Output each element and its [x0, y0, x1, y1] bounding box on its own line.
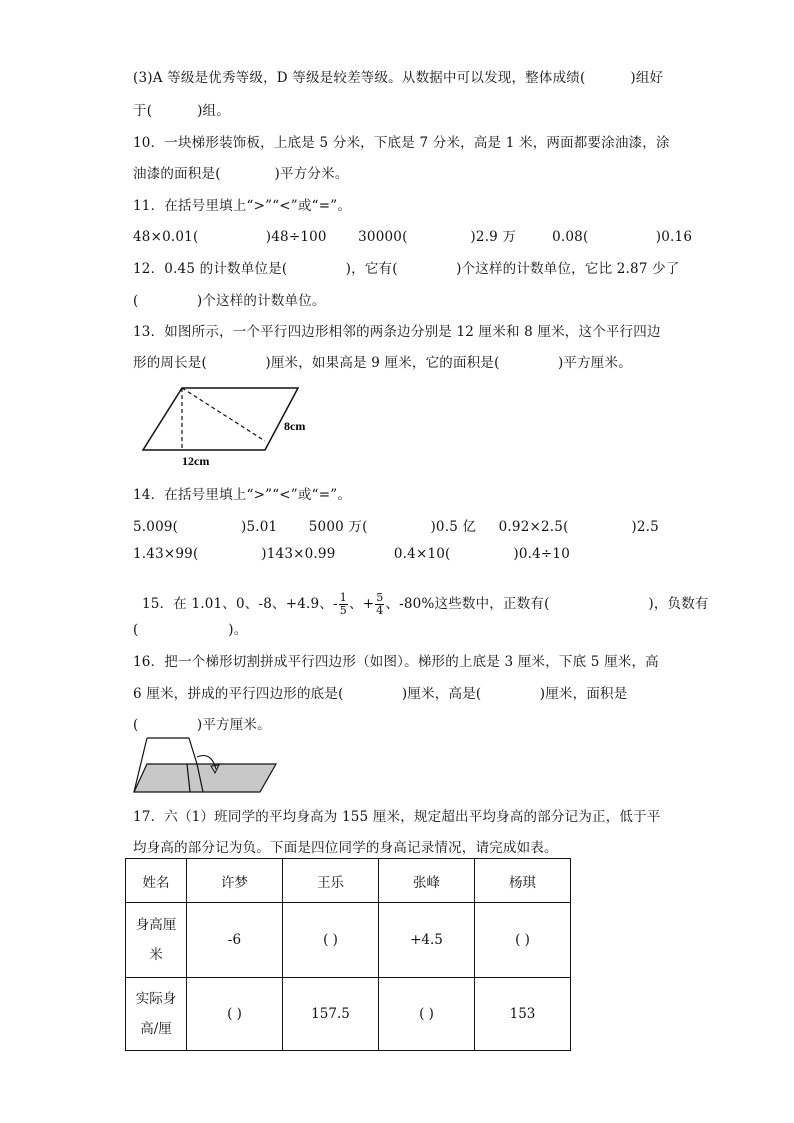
q16-line2: 6 厘米，拼成的平行四边形的底是( )厘米，高是( )厘米，面积是	[133, 686, 628, 702]
q10-line1: 10．一块梯形装饰板，上底是 5 分米，下底是 7 分米，高是 1 米，两面都要涂油漆，涂	[133, 135, 670, 151]
parallelogram-figure	[138, 381, 338, 471]
q11-prompt: 11．在括号里填上“>”“<”或“=”。	[133, 198, 352, 214]
table-row	[126, 978, 571, 1051]
q9-3-line1: (3)A 等级是优秀等级，D 等级是较差等级。从数据中可以发现，整体成绩( )组好	[133, 70, 664, 86]
q14-items-row1: 5.009( )5.01 5000 万( )0.5 亿 0.92×2.5( )2.5	[133, 519, 659, 535]
table-header-row	[126, 859, 571, 903]
q15-mid: 、+	[349, 596, 375, 612]
table-header-cell: 姓名	[126, 859, 187, 903]
q11-items: 48×0.01( )48÷100 30000( )2.9 万 0.08( )0.16	[133, 229, 693, 245]
q16-line3: ( )平方厘米。	[133, 717, 271, 733]
q13-line2: 形的周长是( )厘米，如果高是 9 厘米，它的面积是( )平方厘米。	[133, 355, 632, 371]
base-label-12cm: 12cm	[182, 454, 210, 468]
q15-prefix: 15．在 1.01、0、-8、+4.9、-	[141, 596, 338, 612]
table-cell: -6	[187, 903, 283, 978]
q17-line1: 17．六（1）班同学的平均身高为 155 厘米，规定超出平均身高的部分记为正，低于平	[133, 809, 661, 825]
q15-line2: ( )。	[133, 622, 248, 638]
table-cell-blank[interactable]: ( )	[475, 903, 571, 978]
q13-line1: 13．如图所示，一个平行四边形相邻的两条边分别是 12 厘米和 8 厘米，这个平行四边	[133, 324, 661, 340]
table-cell: 153	[475, 978, 571, 1051]
row-label-height-diff: 身高厘 米	[126, 903, 187, 978]
trapezoid-figure	[131, 735, 281, 795]
q15-line1	[133, 576, 709, 617]
table-cell-blank[interactable]: ( )	[187, 978, 283, 1051]
height-table	[125, 858, 571, 1051]
q12-line1: 12．0.45 的计数单位是( )，它有( )个这样的计数单位，它比 2.87 少了	[133, 261, 680, 277]
table-header-cell: 张峰	[379, 859, 475, 903]
side-label-8cm: 8cm	[284, 419, 306, 433]
table-cell: +4.5	[379, 903, 475, 978]
row-label-actual-height: 实际身 高/厘	[126, 978, 187, 1051]
table-cell-blank[interactable]: ( )	[379, 978, 475, 1051]
fraction-one-fifth: $\frac{1}{5}$	[339, 591, 347, 617]
q14-items-row2: 1.43×99( )143×0.99 0.4×10( )0.4÷10	[133, 546, 571, 562]
fraction-five-fourths: $\frac{5}{4}$	[376, 591, 384, 617]
table-header-cell: 杨琪	[475, 859, 571, 903]
q14-prompt: 14．在括号里填上“>”“<”或“=”。	[133, 487, 352, 503]
table-header-cell: 许梦	[187, 859, 283, 903]
q12-line2: ( )个这样的计数单位。	[133, 293, 326, 309]
table-cell-blank[interactable]: ( )	[283, 903, 379, 978]
q10-line2: 油漆的面积是( )平方分米。	[133, 166, 349, 182]
table-header-cell: 王乐	[283, 859, 379, 903]
q17-line2: 均身高的部分记为负。下面是四位同学的身高记录情况，请完成如表。	[133, 840, 558, 856]
table-cell: 157.5	[283, 978, 379, 1051]
q16-line1: 16．把一个梯形切割拼成平行四边形（如图）。梯形的上底是 3 厘米，下底 5 厘米，高	[133, 654, 659, 670]
q9-3-line2: 于( )组。	[133, 103, 230, 119]
q15-suffix: 、-80%这些数中，正数有( )，负数有	[385, 596, 709, 612]
table-row	[126, 903, 571, 978]
